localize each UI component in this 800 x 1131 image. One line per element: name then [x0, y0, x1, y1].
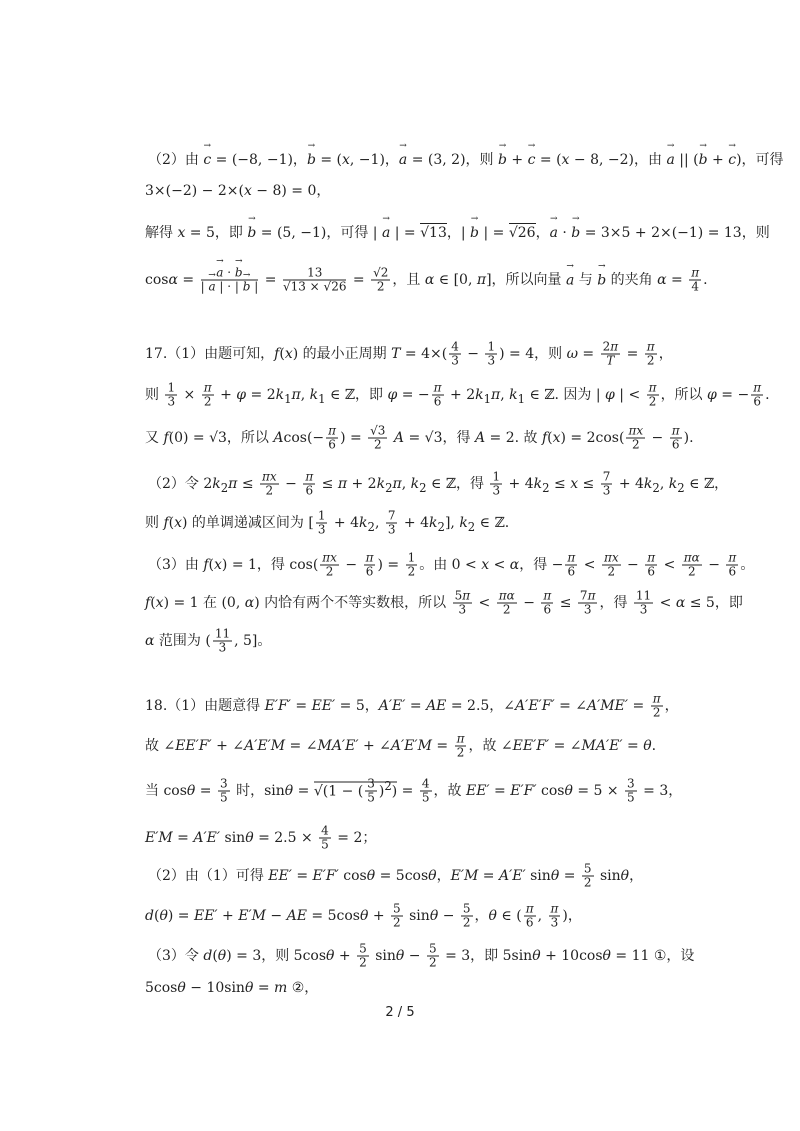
text-line: （2）由 → c = (−8, −1)，→ b = (x, −1)，→ a = (3, 2)，则 → b + → c = (x − 8, −2)，由 → a || (→ b + → c)，可得	[148, 149, 800, 169]
text-line: 解得 x = 5，即 → b = (5, −1)，可得 | → a | = √13，| → b | = √26，→ a · → b = 3×5 + 2×(−1) = 13，则	[145, 222, 800, 242]
text-line: （3）令 d(θ) = 3，则 5cosθ + $\frac{5}{2}$ sinθ − $\frac{5}{2}$ = 3，即 5sinθ + 10cosθ = 11 ①，设	[148, 941, 695, 970]
text-line: d(θ) = EE′ + E′M − AE = 5cosθ + $\frac{5}{2}$ sinθ − $\frac{5}{2}$ ，θ ∈ ( $\frac{\pi}{6}$ , $\frac{\pi}{3}$ )，	[145, 901, 582, 930]
text-line: 则 $\frac{1}{3}$ × $\frac{\pi}{2}$ + $\varphi = 2k_1\pi$, $k_1$ ∈ ℤ，即 φ = − $\frac{\pi}{6}$ + $2k_1\pi$, $k_1$ ∈ ℤ. 因为 | φ | < $\frac{\pi}{2}$ ，所以 φ = − $\frac{\pi}{6}$ .	[145, 380, 770, 409]
page-number: 2 / 5	[385, 1005, 415, 1020]
text-line: 18.（1）由题意得 E′F′ = EE′ = 5，A′E′ = AE = 2.5，∠A′E′F′ = ∠A′ME′ = $\frac{\pi}{2}$ ，	[145, 691, 679, 720]
text-line: （2）令 $2k_2\pi$ ≤ $\frac{\pi x}{2}$ − $\frac{\pi}{6}$ ≤ $\pi + 2k_2\pi$, $k_2$ ∈ ℤ，得 $\frac{1}{3}$ + $4k_2 \le x$ ≤ $\frac{7}{3}$ + $4k_2$, $k_2$ ∈ ℤ，	[148, 469, 729, 498]
text-line: 当 cosθ = $\frac{3}{5}$ 时，sinθ = √(1 − ( $\frac{3}{5}$ )$^2$) = $\frac{4}{5}$ ，故 EE′ = E′F′ cosθ = 5 × $\frac{3}{5}$ = 3，	[145, 776, 683, 805]
text-line: 故 ∠EE′F′ + ∠A′E′M = ∠MA′E′ + ∠A′E′M = $\frac{\pi}{2}$ ，故 ∠EE′F′ = ∠MA′E′ = θ.	[145, 731, 657, 760]
text-line: E′M = A′E′ sinθ = 2.5 × $\frac{4}{5}$ = 2；	[145, 823, 377, 852]
text-line: cosα = → $\frac{a \cdot \to b}{| \to a | \cdot | \to b |}$ = $\frac{13}{√13 \times √26}$ = $\frac{√2}{2}$ ，且 α ∈ [0, π]，所以向量 → a 与 → b 的夹角 α = $\frac{\pi}{4}$ .	[145, 267, 800, 294]
text-line: （3）由 f(x) = 1，得 cos( $\frac{\pi x}{2}$ − $\frac{\pi}{6}$ ) = $\frac{1}{2}$ 。由 0 < x < α，得 − $\frac{\pi}{6}$ < $\frac{\pi x}{2}$ − $\frac{\pi}{6}$ < $\frac{\pi\alpha}{2}$ − $\frac{\pi}{6}$ 。	[148, 550, 755, 579]
text-line: 5cosθ − 10sinθ = m ②，	[145, 980, 319, 996]
text-line: 17.（1）由题可知，f(x) 的最小正周期 T = 4×( $\frac{4}{3}$ − $\frac{1}{3}$ ) = 4，则 ω = $\frac{2\pi}{T}$ = $\frac{\pi}{2}$ ，	[145, 339, 673, 368]
text-line: f(x) = 1 在 (0, α) 内恰有两个不等实数根，所以 $\frac{5\pi}{3}$ < $\frac{\pi\alpha}{2}$ − $\frac{\pi}{6}$ ≤ $\frac{7\pi}{3}$ ，得 $\frac{11}{3}$ < α ≤ 5，即	[145, 588, 743, 617]
text-line: α 范围为 ( $\frac{11}{3}$ , 5]。	[145, 626, 272, 655]
text-line: 又 f(0) = √3，所以 Acos(− $\frac{\pi}{6}$ ) = $\frac{√3}{2}$ A = √3，得 A = 2. 故 f(x) = 2cos( $\frac{\pi x}{2}$ − $\frac{\pi}{6}$ ).	[145, 423, 694, 452]
text-line: （2）由（1）可得 EE′ = E′F′ cosθ = 5cosθ，E′M = A′E′ sinθ = $\frac{5}{2}$ sinθ，	[148, 861, 644, 890]
text-line: 3×(−2) − 2×(x − 8) = 0，	[145, 183, 331, 199]
text-line: 则 f(x) 的单调递减区间为 [ $\frac{1}{3}$ + $4k_2$, $\frac{7}{3}$ + $4k_2$], $k_2$ ∈ ℤ.	[145, 508, 510, 537]
